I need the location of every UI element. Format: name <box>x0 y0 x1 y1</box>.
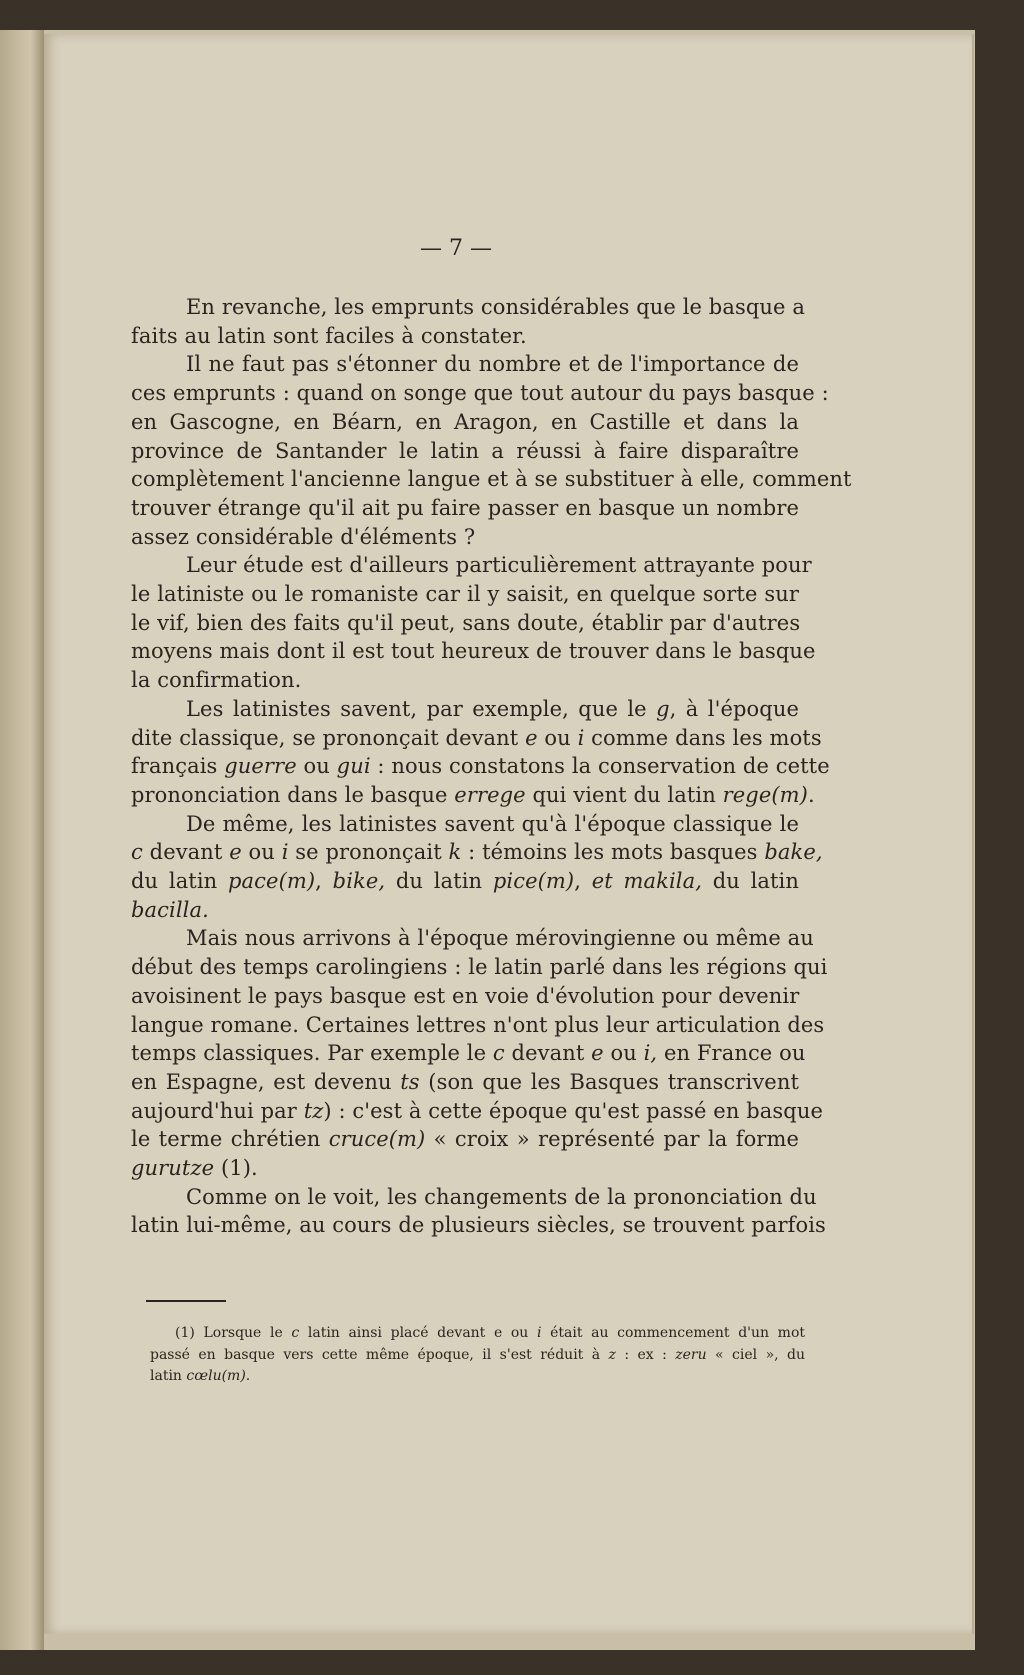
text-segment: : nous constatons la conservation de cette <box>370 754 830 779</box>
italic-term: g <box>656 696 670 721</box>
italic-term: e <box>525 725 538 750</box>
text-segment: se prononçait <box>288 840 449 865</box>
text-segment: Leur étude est d'ailleurs particulièrement attrayante pour <box>186 553 812 578</box>
text-segment: le vif, bien des faits qu'il peut, sans doute, établir par d'autres <box>131 610 801 635</box>
italic-term: c <box>131 840 143 865</box>
italic-term: z <box>608 1346 616 1363</box>
text-segment: Mais nous arrivons à l'époque mérovingienne ou même au <box>186 926 814 951</box>
italic-term: guerre <box>224 754 297 779</box>
text-line <box>131 1213 826 1238</box>
text-line <box>131 582 799 606</box>
text-line <box>131 898 799 922</box>
text-line <box>131 782 815 807</box>
text-segment: latin ainsi placé devant e ou <box>299 1325 537 1341</box>
text-line <box>186 926 814 951</box>
text-segment: avoisinent le pays basque est en voie d'évolution pour devenir <box>131 983 800 1008</box>
text-line <box>131 1041 806 1066</box>
text-segment: la confirmation. <box>131 668 302 693</box>
text-segment: moyens mais dont il est tout heureux de trouver dans le basque <box>131 639 816 664</box>
text-line <box>131 611 799 635</box>
italic-term: zeru <box>675 1346 707 1363</box>
text-segment: ) : c'est à cette époque qu'est passé en basque <box>323 1098 823 1123</box>
italic-term: pice(m) <box>492 869 575 893</box>
text-line <box>131 668 799 692</box>
text-line <box>131 410 799 434</box>
italic-term: ts <box>400 1069 420 1094</box>
text-segment: : témoins les mots basques <box>461 840 765 865</box>
italic-term: i <box>281 840 289 865</box>
italic-term: errege <box>454 782 526 807</box>
text-segment: français <box>131 754 225 779</box>
text-line <box>131 869 799 893</box>
text-line <box>131 754 830 779</box>
text-segment: le latiniste ou le romaniste car il y saisit, en quelque sorte sur <box>131 582 799 606</box>
text-segment: le terme chrétien <box>131 1127 329 1152</box>
text-segment: province de Santander le latin a réussi à faire disparaître <box>131 438 799 463</box>
footnote-line <box>150 1368 805 1384</box>
text-segment: : ex : <box>615 1346 676 1363</box>
italic-term: cruce(m) <box>328 1127 426 1152</box>
italic-term: bake, <box>764 840 823 865</box>
text-segment: ou <box>603 1041 644 1066</box>
text-segment: (son que les Basques transcrivent <box>419 1069 799 1094</box>
text-line <box>131 725 822 750</box>
text-segment: (1). <box>214 1156 258 1180</box>
text-line <box>131 439 799 463</box>
text-segment: dite classique, se prononçait devant <box>131 725 526 750</box>
italic-term: k <box>448 840 462 865</box>
text-segment: prononciation dans le basque <box>131 782 455 807</box>
footnote-line <box>175 1325 805 1341</box>
text-line <box>131 1070 799 1094</box>
italic-term: gui <box>336 754 371 779</box>
italic-term: c <box>492 1041 505 1066</box>
text-line <box>131 1012 825 1037</box>
text-segment: , à l'époque <box>669 696 799 721</box>
italic-term: gurutze <box>131 1156 215 1180</box>
text-segment: du latin <box>131 869 229 893</box>
text-segment: complètement l'ancienne langue et à se substituer à elle, comment <box>131 467 852 492</box>
text-line <box>186 295 805 319</box>
text-segment: passé en basque vers cette même époque, il s'est réduit à <box>150 1346 609 1363</box>
text-segment: . <box>245 1368 251 1384</box>
text-line <box>131 525 799 549</box>
text-segment: en Espagne, est devenu <box>131 1069 401 1094</box>
text-line <box>131 1127 799 1151</box>
text-segment: trouver étrange qu'il ait pu faire passer en basque un nombre <box>131 495 799 520</box>
text-segment: . <box>807 782 815 807</box>
italic-term: i, <box>643 1041 658 1066</box>
text-segment: devant <box>142 840 230 865</box>
text-segment: En revanche, les emprunts considérables que le basque a <box>186 295 805 319</box>
text-segment: Les latinistes savent, par exemple, que le <box>186 696 657 721</box>
text-line <box>131 639 816 664</box>
italic-term: bacilla. <box>131 897 209 922</box>
footnote-line <box>150 1347 805 1363</box>
italic-term: tz <box>303 1098 324 1123</box>
italic-term: cœlu(m) <box>186 1368 246 1384</box>
text-segment: était au commencement d'un mot <box>541 1325 806 1341</box>
text-line <box>186 352 799 376</box>
italic-term: e <box>229 840 242 865</box>
text-segment: latin <box>150 1368 187 1384</box>
text-segment: (1) Lorsque le <box>175 1325 292 1341</box>
text-segment: « ciel », du <box>706 1346 805 1363</box>
text-segment: De même, les latinistes savent qu'à l'époque classique le <box>186 811 799 836</box>
italic-term: et makila, <box>591 869 702 893</box>
italic-term: i <box>536 1325 542 1341</box>
text-line <box>131 1098 823 1123</box>
text-line <box>131 840 823 865</box>
text-line <box>186 697 799 721</box>
footnote-rule <box>146 1300 226 1302</box>
text-segment: ces emprunts : quand on songe que tout autour du pays basque : <box>131 381 829 406</box>
text-segment: Il ne faut pas s'étonner du nombre et de l'importance de <box>186 352 799 377</box>
text-segment: qui vient du latin <box>525 782 723 807</box>
text-line <box>186 812 799 836</box>
text-segment: du latin <box>385 869 493 893</box>
text-segment: en France ou <box>657 1041 806 1066</box>
text-line <box>131 955 828 980</box>
text-segment: latin lui-même, au cours de plusieurs siècles, se trouvent parfois <box>131 1213 826 1238</box>
text-line <box>131 381 829 406</box>
italic-term: pace(m) <box>228 869 316 893</box>
text-segment: assez considérable d'éléments ? <box>131 524 476 549</box>
text-segment: en Gascogne, en Béarn, en Aragon, en Castille et dans la <box>131 409 799 434</box>
text-segment: faits au latin sont faciles à constater. <box>131 323 527 348</box>
text-segment: du latin <box>701 869 799 893</box>
italic-term: e <box>591 1041 604 1066</box>
text-segment: , <box>574 869 592 893</box>
text-segment: comme dans les mots <box>584 725 822 750</box>
page-number: — 7 — <box>420 236 492 261</box>
text-line <box>186 553 812 578</box>
italic-term: i <box>577 725 585 750</box>
text-segment: début des temps carolingiens : le latin parlé dans les régions qui <box>131 955 828 980</box>
italic-term: bike, <box>332 869 386 893</box>
text-line <box>131 324 799 348</box>
text-segment: ou <box>241 840 282 865</box>
text-line <box>131 467 852 492</box>
text-segment: , <box>315 869 333 893</box>
text-segment: temps classiques. Par exemple le <box>131 1041 493 1066</box>
italic-term: c <box>291 1325 300 1341</box>
text-line <box>131 1156 799 1180</box>
text-segment: ou <box>296 754 337 779</box>
text-segment: « croix » représenté par la forme <box>425 1127 799 1152</box>
text-line <box>131 496 799 520</box>
text-segment: aujourd'hui par <box>131 1098 304 1123</box>
italic-term: rege(m) <box>722 782 808 807</box>
book-spine <box>0 30 44 1650</box>
text-line <box>186 1184 817 1209</box>
text-segment: Comme on le voit, les changements de la prononciation du <box>186 1184 817 1209</box>
text-line <box>131 984 799 1008</box>
text-segment: devant <box>504 1041 592 1066</box>
text-segment: langue romane. Certaines lettres n'ont plus leur articulation des <box>131 1012 825 1037</box>
text-segment: ou <box>537 725 578 750</box>
